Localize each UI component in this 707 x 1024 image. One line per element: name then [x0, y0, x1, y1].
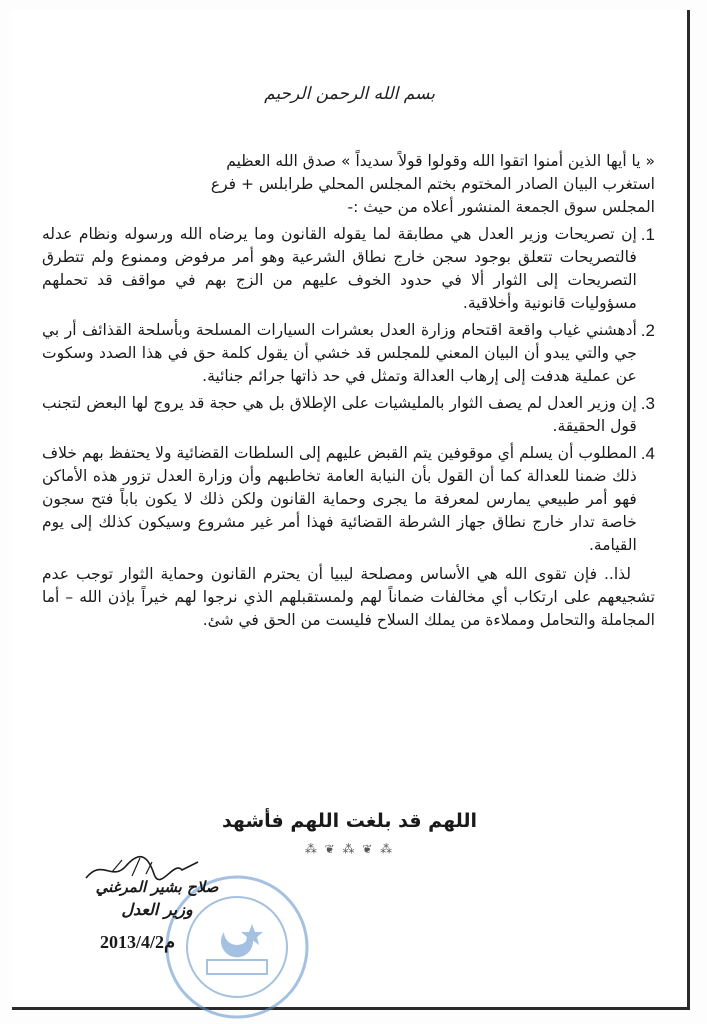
- numbered-point: [42, 223, 655, 315]
- point-number: 4.: [640, 444, 655, 463]
- point-text: أدهشني غياب واقعة اقتحام وزارة العدل بعشرات السيارات المسلحة وبأسلحة القذائف أر بي جي والتي يبدو أن البيان المعني للمجلس قد خشي أن يقول كلمة حق في هذا الصدد وسكوت عن عملية هدفت إلى إرهاب العدالة وتمثل في حد ذاتها جرائم جنائية.: [42, 321, 637, 385]
- intro-line: « يا أيها الذين أمنوا اتقوا الله وقولوا قولاً سديداً » صدق الله العظيم: [226, 152, 655, 170]
- signatory-title: وزير العدل: [121, 900, 193, 919]
- ornament-divider: ⁂ ❦ ⁂ ❦ ⁂: [304, 842, 395, 856]
- basmala-heading: بسم الله الرحمن الرحيم: [264, 84, 435, 104]
- conclusion-paragraph: لذا.. فإن تقوى الله هي الأساس ومصلحة ليبيا أن يحترم القانون وحماية الثوار توجب عدم تشجيعهم على ارتكاب أي مخالفات ضماناً لهم ولمستقبلهم الذي نرجوا لهم خيراً بإذن الله – أما المجاملة والتحامل ومملاءة من يملك السلاح فليست من الحق في شئ.: [42, 565, 655, 629]
- point-number: 1.: [640, 225, 655, 244]
- letter-body: [42, 150, 655, 632]
- point-number: 3.: [640, 394, 655, 413]
- point-text: المطلوب أن يسلم أي موقوفين يتم القبض عليهم إلى السلطات القضائية ولا يحتفظ بهم خلاف ذلك ضمنا للعدالة كما أن القول بأن النيابة العامة تخاطبهم وأن وزارة العدل تزور هذه الأماكن فهو أمر طبيعي يمارس لمعرفة ما يجرى وحماية القانون ولكن ذلك لا يكون باباً فتح سجون خاصة تدار خارج نطاق جهاز الشرطة القضائية فهذا أمر غير مشروع وسيكون كذلك إلى يوم القيامة.: [42, 444, 637, 554]
- letter-page: [12, 10, 690, 1010]
- intro-line: استغرب البيان الصادر المختوم بختم المجلس المحلي طرابلس + فرع: [210, 175, 655, 193]
- closing-prayer: اللهم قد بلغت اللهم فأشهد: [221, 810, 478, 832]
- numbered-point: [42, 319, 655, 388]
- point-number: 2.: [640, 321, 655, 340]
- numbered-point: [42, 442, 655, 557]
- numbered-point: [42, 392, 655, 438]
- point-text: إن تصريحات وزير العدل هي مطابقة لما يقوله القانون وما يرضاه الله ورسوله ونظام عدله فالتصريحات تتعلق بوجود سجن خارج نطاق الشرعية وهو أمر مرفوض وممنوع ولم تتطرق التصريحات إلى الثوار ألا في حدود الخوف عليهم من الزج بهم في مواقف قد تحملهم مسؤوليات قانونية وأخلاقية.: [42, 225, 637, 312]
- signatory-name: صلاح بشير المرغني: [95, 878, 219, 896]
- point-text: إن وزير العدل لم يصف الثوار بالمليشيات على الإطلاق بل هي حجة قد يروج لها البعض لتجنب قول الحقيقة.: [42, 394, 637, 435]
- document-date: 2013/4/2م: [100, 932, 176, 952]
- intro-line: المجلس سوق الجمعة المنشور أعلاه من حيث :-: [347, 198, 655, 216]
